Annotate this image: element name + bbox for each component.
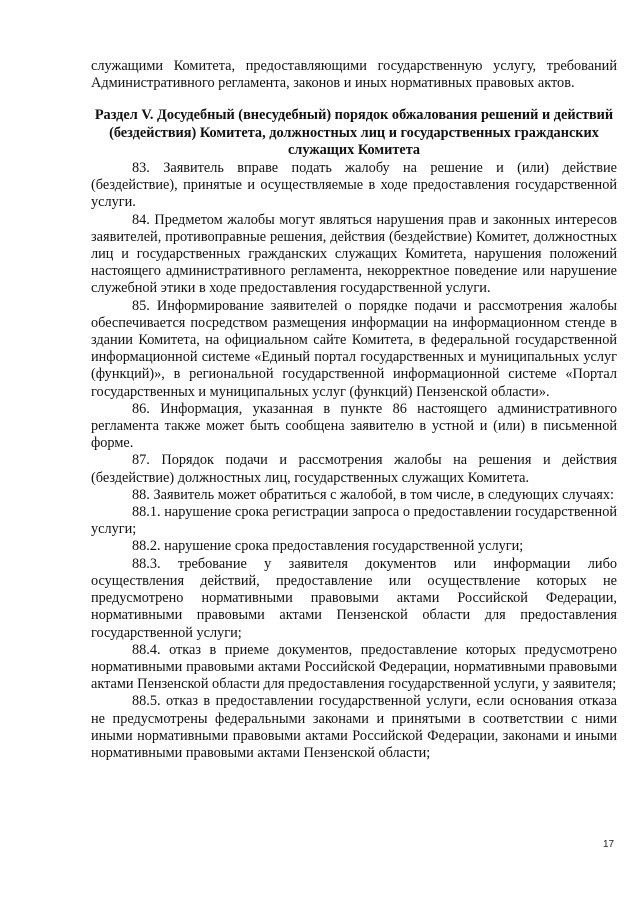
paragraph-88: 88. Заявитель может обратиться с жалобой, в том числе, в следующих случаях: — [132, 486, 614, 503]
paragraph-88-5: 88.5. отказ в предоставлении государственной услуги, если основания отказа не предусмотрены федеральными законами и принятыми в соответствии с ними иными нормативными правовыми актами Российской Федерации, законами и иными нормативными правовыми актами Пензенской области; — [91, 693, 617, 761]
paragraph-87: 87. Порядок подачи и рассмотрения жалобы на решения и действия (бездействие) должностных лиц, государственных служащих Комитета. — [91, 452, 617, 486]
paragraph-86: 86. Информация, указанная в пункте 86 настоящего административного регламента также может быть сообщена заявителю в устной и (или) в письменной форме. — [91, 400, 617, 452]
paragraph-84: 84. Предметом жалобы могут являться нарушения прав и законных интересов заявителей, противоправные решения, действия (бездействие) Комитет, должностных лиц и государственных гражданских служащих Комитета, нарушения положений настоящего административного регламента, некорректное поведение или нарушение служебной этики в ходе предоставления государственной услуги. — [91, 211, 617, 297]
paragraph-88-1: 88.1. нарушение срока регистрации запроса о предоставлении государственной услуги; — [91, 504, 617, 538]
page-number: 17 — [603, 839, 615, 850]
paragraph-83: 83. Заявитель вправе подать жалобу на решение и (или) действие (бездействие), принятые и осуществляемые в ходе предоставления государственной услуги. — [91, 160, 617, 211]
document-page — [91, 58, 617, 762]
section-title: Раздел V. Досудебный (внесудебный) порядок обжалования решений и действий (бездействия) Комитета, должностных лиц и государственных гражданских служащих Комитета — [94, 107, 614, 158]
paragraph-88-2: 88.2. нарушение срока предоставления государственной услуги; — [132, 538, 524, 555]
paragraph-88-3: 88.3. требование у заявителя документов или информации либо осуществления действий, предоставление или осуществление которых не предусмотрено нормативными правовыми актами Российской Федерации, нормативными правовыми актами Пензенской области для предоставления государственной услуги; — [91, 555, 617, 641]
paragraph-85: 85. Информирование заявителей о порядке подачи и рассмотрения жалобы обеспечивается посредством размещения информации на информационном стенде в здании Комитета, на официальном сайте Комитета, в федеральной государственной информационной системе «Единый портал государственных и муниципальных услуг (функций)», в региональной государственной информационной системе «Портал государственных и муниципальных услуг (функций) Пензенской области». — [91, 297, 617, 400]
intro-paragraph: служащими Комитета, предоставляющими государственную услугу, требований Административного регламента, законов и иных нормативных правовых актов. — [91, 58, 617, 92]
paragraph-88-4: 88.4. отказ в приеме документов, предоставление которых предусмотрено нормативными правовыми актами Российской Федерации, нормативными правовыми актами Пензенской области для предоставления государственной услуги, у заявителя; — [91, 641, 617, 693]
